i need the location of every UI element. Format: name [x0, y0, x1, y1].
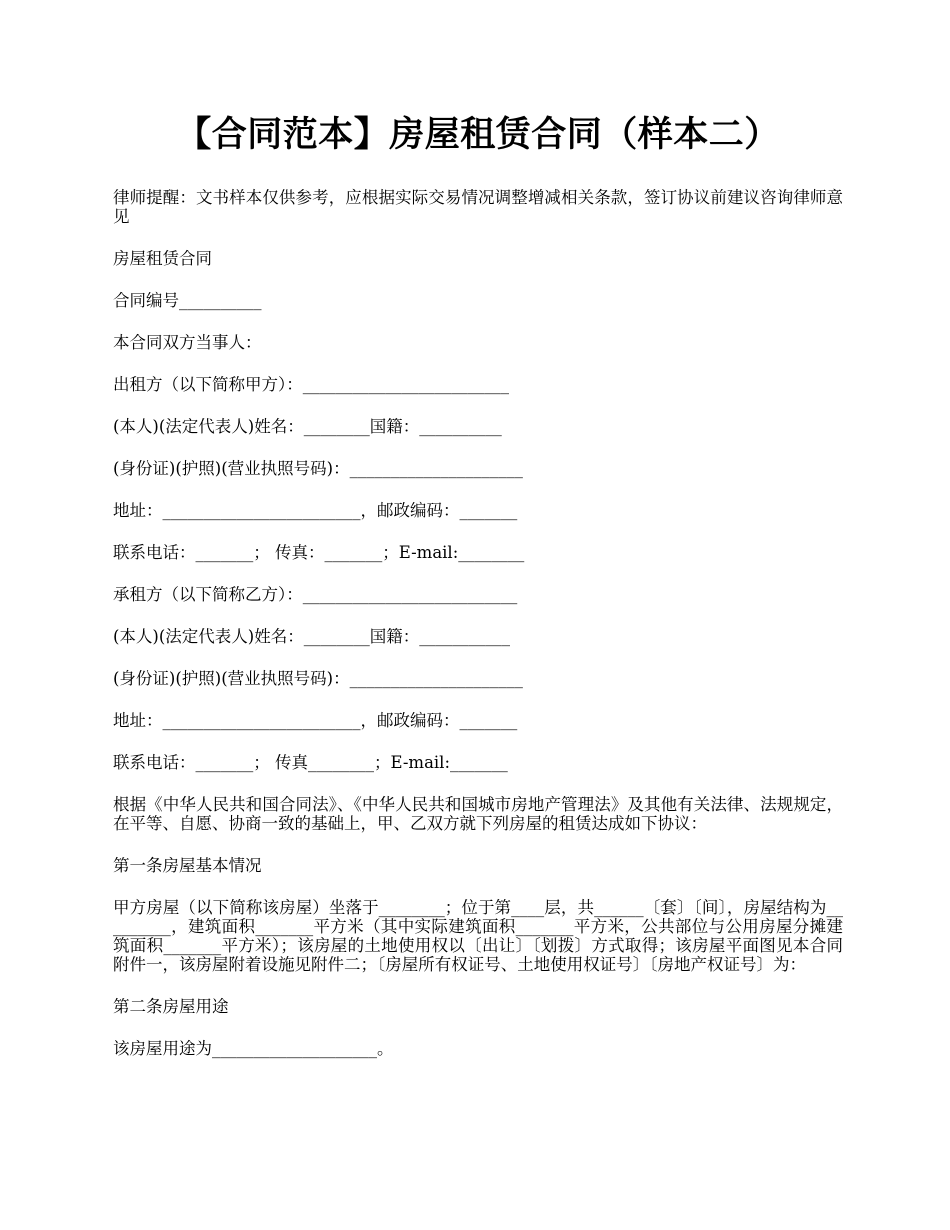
lawyer-notice: 律师提醒：文书样本仅供参考，应根据实际交易情况调整增减相关条款，签订协议前建议咨询律师意见	[113, 188, 843, 226]
article-1-heading: 第一条房屋基本情况	[113, 856, 262, 875]
lessee-line: 承租方（以下简称乙方）：__________________________	[113, 585, 518, 604]
lessor-name-nationality: (本人)(法定代表人)姓名：________国籍：__________	[113, 417, 502, 436]
lessee-contact: 联系电话：_______； 传真________；E-mail:_______	[113, 753, 508, 772]
contract-heading: 房屋租赁合同	[113, 249, 212, 268]
lessee-address: 地址：________________________，邮政编码：_______	[113, 711, 518, 730]
parties-intro: 本合同双方当事人：	[113, 333, 262, 352]
article-1-body: 甲方房屋（以下简称该房屋）坐落于________；位于第____层，共______〔套〕〔间〕，房屋结构为_________，建筑面积_______平方米（其中实际建筑面积_______平方米，公共部位与公用房屋分摊建筑面积_______平方米）；该房屋的土地使用权以〔出让〕〔划拨〕方式取得；该房屋平面图见本合同附件一，该房屋附着设施见附件二；〔房屋所有权证号、土地使用权证号〕〔房地产权证号〕为：	[113, 898, 843, 974]
lessor-id: (身份证)(护照)(营业执照号码)：_____________________	[113, 459, 523, 478]
article-2-heading: 第二条房屋用途	[113, 997, 229, 1016]
lessor-line: 出租方（以下简称甲方）：_________________________	[113, 375, 509, 394]
document-page	[113, 110, 843, 1081]
article-2-body: 该房屋用途为____________________。	[113, 1039, 394, 1058]
lessee-name-nationality: (本人)(法定代表人)姓名：________国籍：___________	[113, 627, 510, 646]
lessor-contact: 联系电话：_______； 传真：_______；E-mail:________	[113, 543, 525, 562]
lessee-id: (身份证)(护照)(营业执照号码)：_____________________	[113, 669, 523, 688]
document-title: 【合同范本】房屋租赁合同（样本二）	[176, 114, 780, 155]
lessor-address: 地址：________________________，邮政编码：_______	[113, 501, 518, 520]
legal-basis: 根据《中华人民共和国合同法》、《中华人民共和国城市房地产管理法》及其他有关法律、法规规定，在平等、自愿、协商一致的基础上，甲、乙双方就下列房屋的租赁达成如下协议：	[113, 795, 843, 833]
contract-number: 合同编号__________	[113, 291, 262, 310]
